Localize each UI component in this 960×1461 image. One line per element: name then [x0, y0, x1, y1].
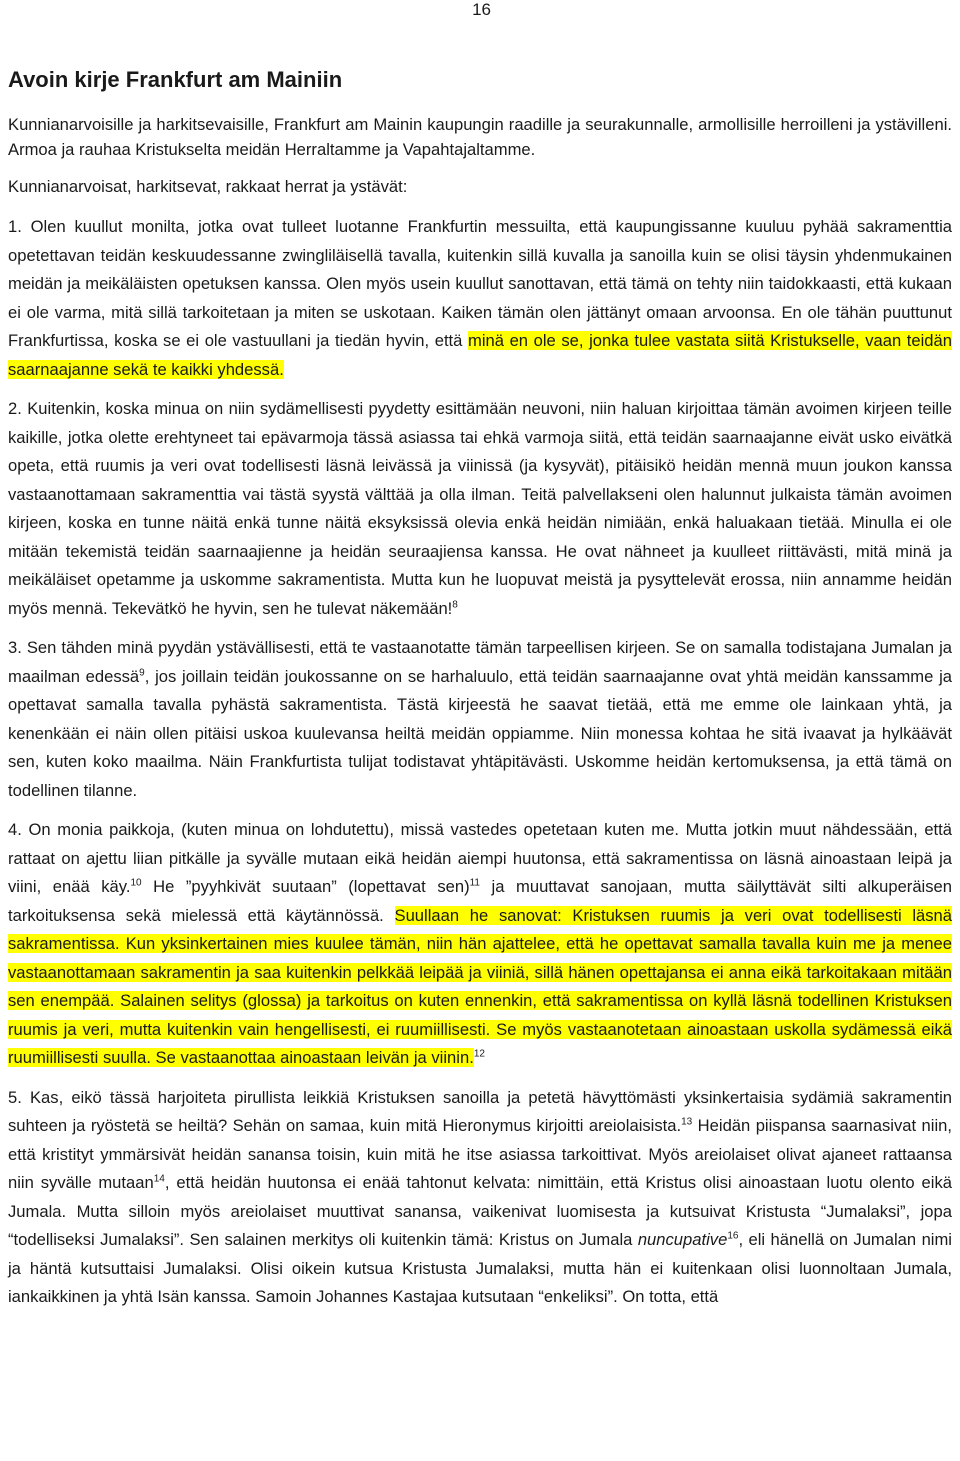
paragraph-3-text-b: , jos joillain teidän joukossanne on se harhaluulo, että teidän saarnaajanne ovat yhtä meidän kanssamme ja opettavat samalla tavalla pyhästä sakramentista. Tästä kirjeestä he saavat tietää, että me emme ole lainkaan yhtä, ja kenenkään ei näin ollen pitäisi uskoa kuulevansa heiltä meidän oppiamme. Niin monessa kohtaa he sitä ivaavat ja hylkäävät sen, kuten koko maailma. Näin Frankfurtista tulijat todistavat yhtäpitävästi. Uskomme heidän kertomuksensa, ja että tämä on todellinen tilanne.	[8, 666, 952, 800]
paragraph-1-highlight: minä en ole se, jonka tulee vastata siitä Kristukselle, vaan teidän saarnaajanne sekä te kaikki yhdessä.	[8, 331, 952, 379]
paragraph-4-text-a: 4. On monia paikkoja, (kuten minua on lohdutettu), missä vastedes opetetaan kuten me. Mutta jotkin muut nähdessään, että rattaat on ajettu liian pitkälle ja syvälle mutaan eikä heidän aiempi huutonsa, että sakramentissa on läsnä ainoastaan leipä ja viini, enää käy.	[8, 820, 952, 896]
paragraph-3-text-a: 3. Sen tähden minä pyydän ystävällisesti, että te vastaanotatte tämän tarpeellisen kirjeen. Se on samalla todistajana Jumalan ja maailman edessä	[8, 638, 952, 686]
footnote-ref-16[interactable]: 16	[727, 1230, 739, 1242]
letter-address: Kunnianarvoisille ja harkitsevaisille, Frankfurt am Mainin kaupungin raadille ja seurakunnalle, armollisille herroilleni ja ystävilleni. Armoa ja rauhaa Kristukselta meidän Herraltamme ja Vapahtajaltamme.	[8, 115, 952, 159]
paragraph-4-highlight: Suullaan he sanovat: Kristuksen ruumis ja veri ovat todellisesti läsnä sakramentissa. Kun yksinkertainen mies kuulee tämän, niin hän ajattelee, että he opettavat samalla tavalla kuin me ja menee vastaanottamaan sakramentin ja saa kuitenkin pelkkää leipää ja viiniä, sillä hänen opettajansa ei anna eikä tarkoitakaan mitään sen enempää. Salainen selitys (glossa) ja tarkoitus on kuten ennenkin, että sakramentissa on kyllä läsnä todellinen Kristuksen ruumis ja veri, mutta kuitenkin vain hengellisesti, ei ruumiillisesti. Se myös vastaanotetaan ainoastaan uskolla sydämessä eikä ruumiillisesti suulla. Se vastaanottaa ainoastaan leivän ja viinin.	[8, 905, 953, 1067]
italic-term: nuncupative	[637, 1230, 728, 1249]
paragraph-5-text-d: , eli hänellä on Jumalan nimi ja häntä kutsuttaisi Jumalaksi. Olisi oikein kutsua Kristusta Jumalaksi, mutta hän ei kuitenkaan olisi luonnoltaan Jumala, iankaikkinen ja yhtä Isän kanssa. Samoin Johannes Kastajaa kutsutaan “enkeliksi”. On totta, että	[8, 1230, 952, 1306]
paragraph-3	[8, 634, 952, 805]
paragraph-1-text: 1. Olen kuullut monilta, jotka ovat tulleet luotanne Frankfurtin messuilta, että kaupungissanne kuuluu pyhää sakramenttia opetettavan teidän keskuudessanne zwingliläisellä tavalla, kuitenkin sillä kuvalla ja sanoilla kuin se olisi täysin yhdenmukainen meidän ja meikäläisten opetuksen kanssa. Olen myös usein kuullut sanottavan, että tämä on tehty niin taidokkaasti, että kukaan ei ole varma, mitä sillä tarkoitetaan ja miten se uskotaan. Kaiken tämän olen jättänyt omaan arvoonsa. En ole tähän puuttunut Frankfurtissa, koska se ei ole vastuullani ja tiedän hyvin, että	[8, 217, 952, 350]
paragraph-2	[8, 395, 952, 623]
paragraph-2-text: 2. Kuitenkin, koska minua on niin sydämellisesti pyydetty esittämään neuvoni, niin haluan kirjoittaa tämän avoimen kirjeen teille kaikille, jotka olette erehtyneet tai epävarmoja tässä asiassa tai ehkä varmoja siitä, että teidän saarnaajanne eivät usko eivätkä opeta, että ruumis ja veri ovat todellisesti läsnä leivässä ja viinissä (ja kysyvät), pitäisikö heidän mennä muun joukon kanssa vastaanottamaan sakramenttia vai tästä syystä välttää ja olla ilman. Teitä palvellakseni olen halunnut julkaista tämän avoimen kirjeen, koska en tunne näitä enkä tunne näitä eksyksissä olevia enkä heidän nimiään, enkä haluakaan tietää. Minulla ei ole mitään tekemistä teidän saarnaajienne ja heidän seuraajiensa kanssa. He ovat nähneet ja kuulleet riittävästi, mitä minä ja meikäläiset opetamme ja uskomme sakramentista. Mutta kun he luopuvat meistä ja pysyttelevät erossa, niin annamme heidän myös mennä. Tekevätkö he hyvin, sen he tulevat näkemään!	[8, 399, 952, 618]
paragraph-4-text-c: ja muuttavat sanojaan, mutta säilyttävät silti alkuperäisen tarkoituksensa sekä mielessä että käytännössä.	[8, 877, 952, 925]
footnote-ref-8[interactable]: 8	[452, 598, 458, 610]
footnote-ref-10[interactable]: 10	[130, 877, 142, 889]
footnote-ref-11[interactable]: 11	[469, 877, 480, 889]
paragraph-5-text-b: Heidän piispansa saarnasivat niin, että kristityt ymmärsivät heidän sanansa toisin, kuin mitä he itse asiassa tarkoittivat. Myös areiolaiset olivat ajaneet rattaansa niin syvälle mutaan	[8, 1116, 952, 1192]
letter-salutation: Kunnianarvoisat, harkitsevat, rakkaat herrat ja ystävät:	[8, 177, 408, 196]
paragraph-4-text-b: He ”pyyhkivät suutaan” (lopettavat sen)	[141, 877, 470, 896]
paragraph-5-text-c: , että heidän huutonsa ei enää tahtonut kelvata: nimittäin, että Kristus olisi ainoastaan luotu olento eikä Jumala. Mutta silloin myös areiolaiset muuttivat sanansa, vaikenivat luomisesta ja kutsuivat Kristusta “Jumalaksi”, jopa “todelliseksi Jumalaksi”. Sen salainen merkitys oli kuitenkin tämä: Kristus on Jumala	[8, 1173, 953, 1249]
footnote-ref-9[interactable]: 9	[139, 666, 145, 678]
footnote-ref-14[interactable]: 14	[153, 1173, 165, 1185]
page-number: 16	[472, 0, 491, 19]
footnote-ref-12[interactable]: 12	[473, 1048, 485, 1060]
paragraph-4	[8, 816, 952, 1073]
document-body	[8, 112, 952, 1312]
footnote-ref-13[interactable]: 13	[681, 1116, 693, 1128]
paragraph-1	[8, 213, 952, 384]
paragraph-5-text-a: 5. Kas, eikö tässä harjoiteta pirullista leikkiä Kristuksen sanoilla ja petetä hävyttömästi yksinkertaisia sydämiä sakramentin suhteen ja ryöstetä se heiltä? Sehän on samaa, kuin mitä Hieronymus kirjoitti areiolaisista.	[8, 1087, 952, 1135]
document-title: Avoin kirje Frankfurt am Mainiin	[8, 67, 343, 92]
paragraph-5	[8, 1084, 952, 1312]
